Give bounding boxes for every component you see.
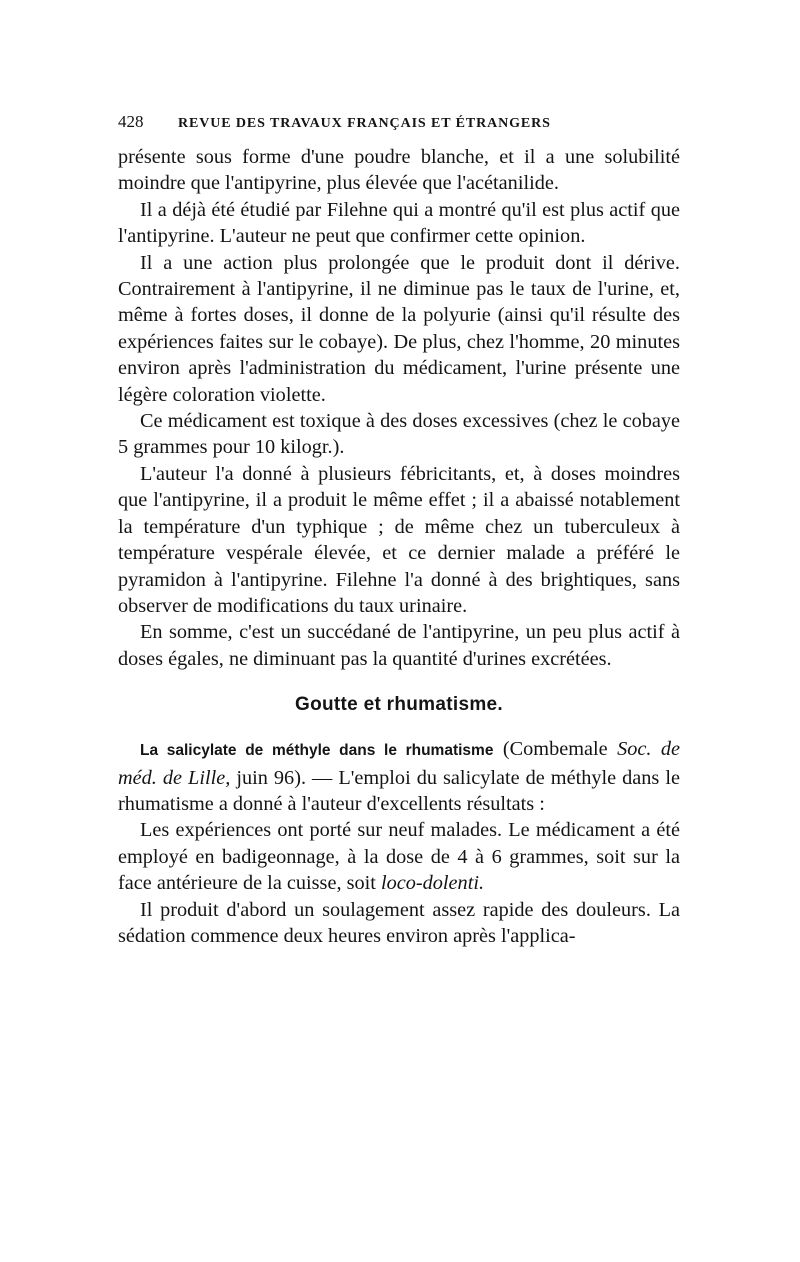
page-number: 428 — [118, 112, 144, 131]
running-title: REVUE DES TRAVAUX FRANÇAIS ET ÉTRANGERS — [178, 116, 551, 131]
latin-phrase: loco-dolenti. — [380, 872, 485, 895]
body-paragraph: Il a une action plus prolongée que le produit dont il dérive. Contrairement à l'antipyrine, il ne diminue pas le taux de l'urine, et, même à fortes doses, il donne de la polyurie (ainsi qu'il résulte des expériences faites sur le cobaye). De plus, chez l'homme, 20 minutes environ après l'administration du médicament, l'urine présente une légère coloration violette. — [118, 251, 680, 406]
running-header — [118, 112, 680, 132]
source-close: juin 96). — L'emploi du salicylate de méthyle dans le rhumatisme a donné à l'auteur d'excellents résultats : — [118, 766, 680, 815]
article-paragraph — [118, 817, 680, 896]
document-page — [118, 112, 680, 949]
body-paragraph: présente sous forme d'une poudre blanche, et il a une solubilité moindre que l'antipyrine, plus élevée que l'acétanilide. — [118, 146, 680, 195]
body-paragraph: Ce médicament est toxique à des doses excessives (chez le cobaye 5 grammes pour 10 kilogr.). — [118, 410, 680, 459]
body-paragraph: Il a déjà été étudié par Filehne qui a montré qu'il est plus actif que l'antipyrine. L'auteur ne peut que confirmer cette opinion. — [118, 198, 680, 248]
article-paragraph: Il produit d'abord un soulagement assez rapide des douleurs. La sédation commence deux heures environ après l'applica- — [118, 898, 680, 947]
article-paragraph — [118, 736, 680, 817]
source-journal: Soc. de méd. de Lille, — [118, 738, 680, 789]
source-open: (Combemale — [493, 738, 618, 761]
body-paragraph: En somme, c'est un succédané de l'antipyrine, un peu plus actif à doses égales, ne diminuant pas la quantité d'urines excrétées. — [118, 621, 680, 670]
article-title: La salicylate de méthyle dans le rhumatisme — [140, 742, 494, 760]
body-paragraph: L'auteur l'a donné à plusieurs fébricitants, et, à doses moindres que l'antipyrine, il a produit le même effet ; il a abaissé notablement la température d'un typhique ; de même chez un tuberculeux à température vespérale élevée, et ce dernier malade a préféré le pyramidon à l'antipyrine. Filehne l'a donné à des brightiques, sans observer de modifications du taux urinaire. — [118, 462, 680, 617]
paragraph-text: Les expériences ont porté sur neuf malades. Le médicament a été employé en badigeonnage, à la dose de 4 à 6 grammes, soit sur la face antérieure de la cuisse, soit — [118, 819, 680, 895]
section-heading: Goutte et rhumatisme. — [295, 694, 503, 716]
